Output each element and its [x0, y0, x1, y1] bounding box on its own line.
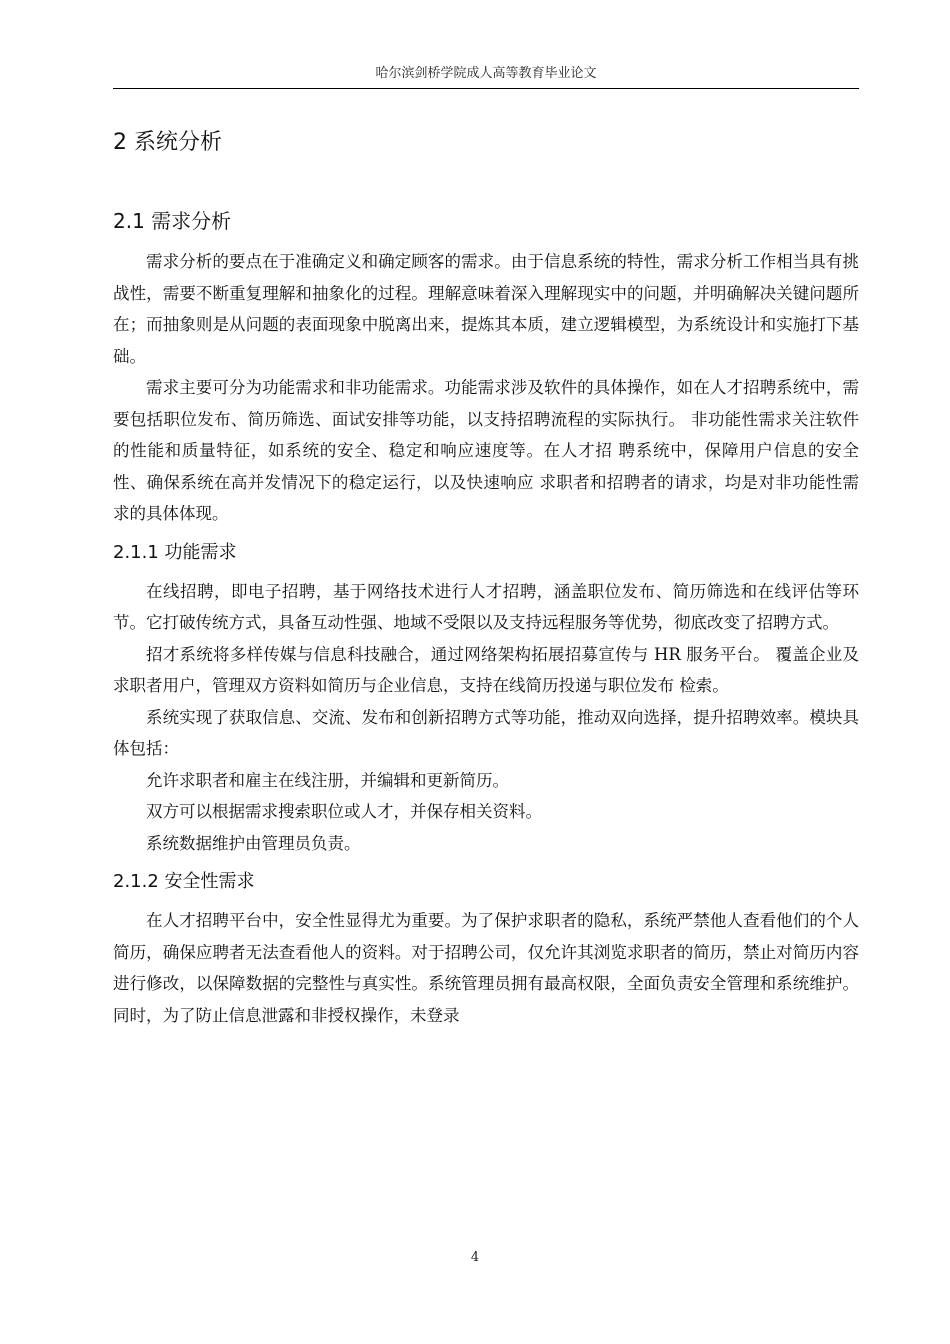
page-number: 4: [470, 1250, 480, 1265]
paragraph: 需求分析的要点在于准确定义和确定顾客的需求。由于信息系统的特性，需求分析工作相当具有挑战性，需要不断重复理解和抽象化的过程。理解意味着深入理解现实中的问题，并明确解决关键问题所在；而抽象则是从问题的表面现象中脱离出来，提炼其本质，建立逻辑模型，为系统设计和实施打下基础。: [113, 252, 859, 366]
section-title-2-1: 2.1 需求分析: [113, 209, 232, 233]
paragraph: 需求主要可分为功能需求和非功能需求。功能需求涉及软件的具体操作，如在人才招聘系统中，需要包括职位发布、简历筛选、面试安排等功能，以支持招聘流程的实际执行。 非功能性需求关注软件的性能和质量特征，如系统的安全、稳定和响应速度等。在人才招 聘系统中，保障用户信息的安全性、确保系统在高并发情况下的稳定运行，以及快速响应 求职者和招聘者的请求，均是对非功能性需求的具体体现。: [113, 378, 859, 523]
chapter-title: 2 系统分析: [113, 130, 222, 155]
paragraph: 在线招聘，即电子招聘，基于网络技术进行人才招聘，涵盖职位发布、简历筛选和在线评估等环节。它打破传统方式，具备互动性强、地域不受限以及支持远程服务等优势，彻底改变了招聘方式。: [113, 581, 859, 632]
paragraph: 招才系统将多样传媒与信息科技融合，通过网络架构拓展招募宣传与 HR 服务平台。 覆盖企业及求职者用户，管理双方资料如简历与企业信息，支持在线简历投递与职位发布 检索。: [113, 644, 859, 695]
list-item: 系统数据维护由管理员负责。: [146, 833, 361, 853]
paragraph: 系统实现了获取信息、交流、发布和创新招聘方式等功能，推动双向选择，提升招聘效率。模块具体包括：: [113, 707, 859, 758]
running-header: 哈尔滨剑桥学院成人高等教育毕业论文: [375, 66, 597, 81]
page-body: [113, 124, 859, 1031]
section-title-2-1-1: 2.1.1 功能需求: [113, 541, 237, 563]
section-title-2-1-2: 2.1.2 安全性需求: [113, 871, 255, 892]
list-item: 允许求职者和雇主在线注册，并编辑和更新简历。: [146, 770, 509, 790]
header-rule: [113, 88, 859, 89]
list-item: 双方可以根据需求搜索职位或人才，并保存相关资料。: [146, 802, 542, 821]
paragraph: 在人才招聘平台中，安全性显得尤为重要。为了保护求职者的隐私，系统严禁他人查看他们的个人简历，确保应聘者无法查看他人的资料。对于招聘公司，仅允许其浏览求职者的简历，禁止对简历内容进行修改，以保障数据的完整性与真实性。系统管理员拥有最高权限，全面负责安全管理和系统维护。同时，为了防止信息泄露和非授权操作，未登录: [113, 911, 859, 1025]
